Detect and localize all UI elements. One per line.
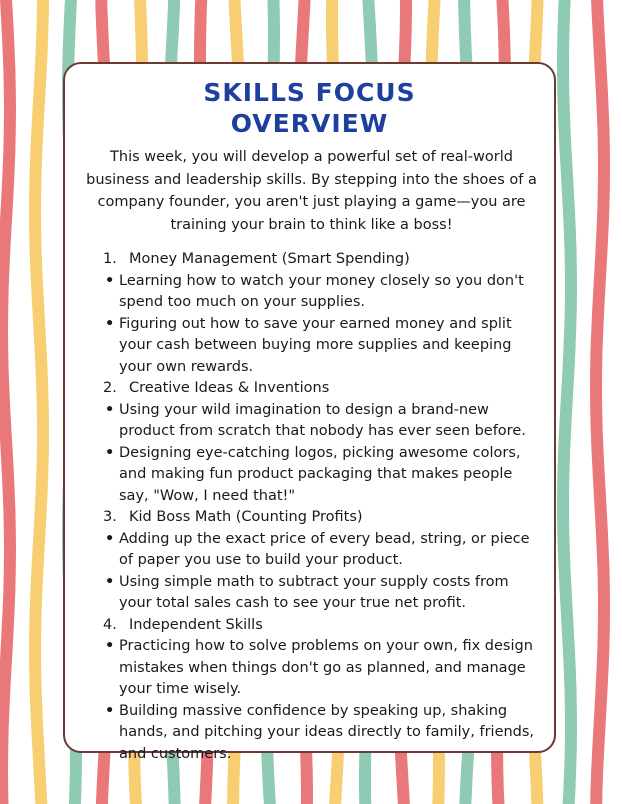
section-number: 2.	[103, 380, 117, 396]
list-item	[103, 636, 543, 701]
list-item	[103, 314, 543, 379]
page-title-line2: OVERVIEW	[230, 109, 389, 138]
stripe	[563, 0, 571, 804]
bullet-icon: •	[105, 573, 115, 590]
section-heading-text: Creative Ideas & Inventions	[129, 380, 330, 396]
bullet-icon: •	[105, 702, 115, 719]
list-item-text: Using simple math to subtract your supply costs from your total sales cash to see your true net profit.	[119, 573, 509, 611]
bullet-icon: •	[105, 638, 115, 654]
list-item-text: Adding up the exact price of every bead, string, or piece of paper you use to build your product.	[119, 530, 530, 568]
stripe	[2, 0, 10, 804]
section-heading	[103, 615, 543, 637]
section-heading	[103, 378, 543, 400]
list-item-text: Practicing how to solve problems on your own, fix design mistakes when things don't go as planned, and manage your time wisely.	[119, 638, 533, 697]
list-item	[103, 271, 543, 314]
list-item	[103, 701, 543, 766]
list-item-text: Building massive confidence by speaking up, shaking hands, and pitching your ideas directly to family, friends, and customers.	[119, 702, 535, 762]
list-item	[103, 572, 543, 615]
list-item	[103, 400, 543, 443]
bullet-icon: •	[105, 444, 115, 461]
bullet-icon: •	[105, 272, 115, 289]
bullet-icon: •	[105, 315, 115, 332]
section-heading-text: Independent Skills	[129, 616, 263, 633]
section-number: 4.	[103, 616, 117, 633]
section-heading	[103, 507, 543, 529]
bullet-icon: •	[105, 530, 115, 547]
section-number: 3.	[103, 509, 117, 525]
section-heading-text: Kid Boss Math (Counting Profits)	[129, 509, 363, 525]
section-heading	[103, 249, 543, 271]
stripe	[35, 0, 43, 804]
list-item	[103, 443, 543, 508]
stripe	[596, 0, 604, 804]
page-title-line1: SKILLS FOCUS	[203, 78, 416, 107]
skills-list	[103, 249, 543, 765]
list-item-text: Designing eye-catching logos, picking awesome colors, and making fun product packaging that makes people say, "Wow, I need that!"	[119, 444, 521, 504]
overview-card	[63, 62, 556, 762]
bullet-icon: •	[105, 401, 115, 418]
section-number: 1.	[103, 251, 117, 267]
list-item-text: Learning how to watch your money closely so you don't spend too much on your supplies.	[119, 272, 524, 310]
list-item	[103, 529, 543, 572]
intro-paragraph: This week, you will develop a powerful set of real-world business and leadership skills. By stepping into the shoes of a company founder, you aren't just playing a game—you are training your brain to think like a boss!	[86, 149, 537, 233]
section-heading-text: Money Management (Smart Spending)	[129, 251, 410, 267]
list-item-text: Using your wild imagination to design a brand-new product from scratch that nobody has ever seen before.	[119, 401, 526, 439]
list-item-text: Figuring out how to save your earned money and split your cash between buying more supplies and keeping your own rewards.	[119, 315, 512, 375]
